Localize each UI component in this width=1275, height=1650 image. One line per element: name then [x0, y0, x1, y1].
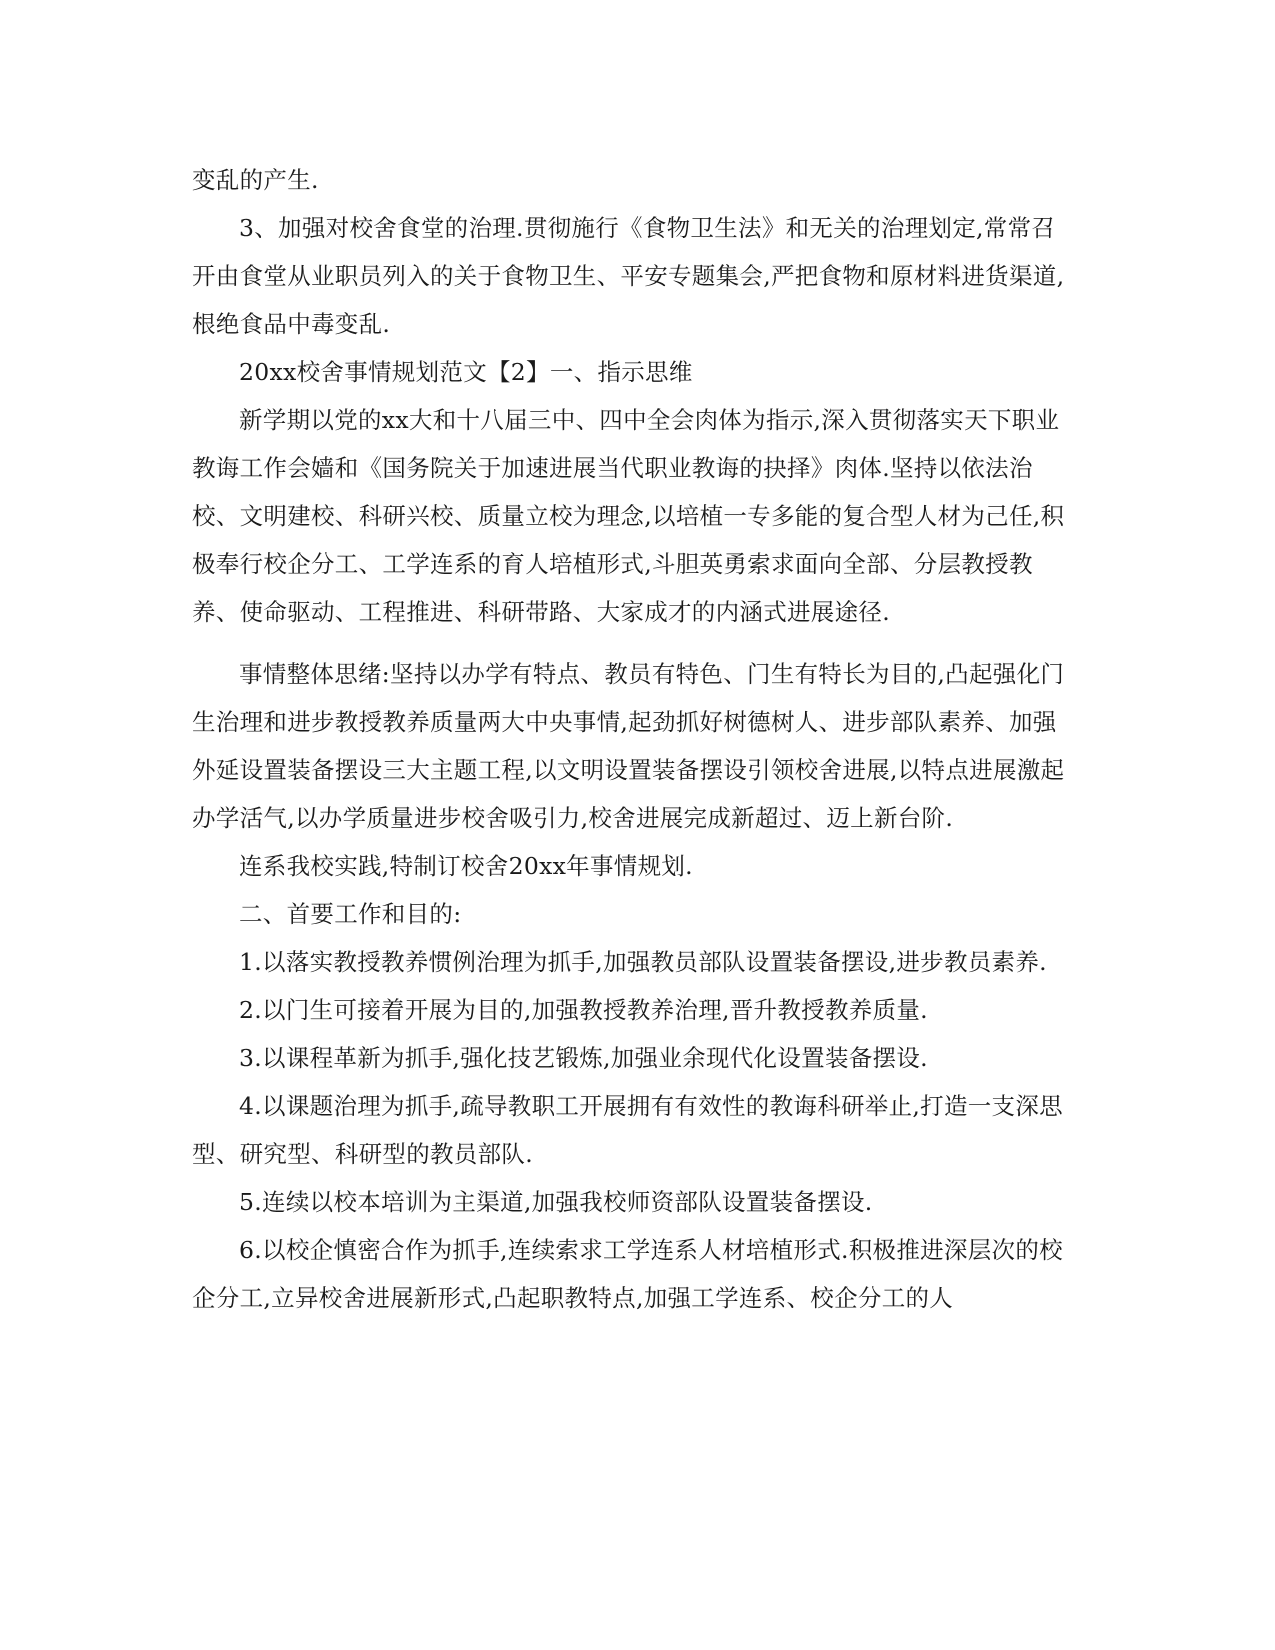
paragraph-overall-approach: 事情整体思绪:坚持以办学有特点、教员有特色、门生有特长为目的,凸起强化门生治理和进步教授教养质量两大中央事情,起劲抓好树德树人、进步部队素养、加强外延设置装备摆设三大主题工程,以文明设置装备摆设引领校舍进展,以特点进展激起办学活气,以办学质量进步校舍吸引力,校舍进展完成新超过、迈上新台阶.: [192, 660, 1065, 832]
section-heading-main-tasks: 二、首要工作和目的:: [239, 900, 462, 928]
list-item-4: 4.以课题治理为抓手,疏导教职工开展拥有有效性的教诲科研举止,打造一支深思型、研究型、科研型的教员部队.: [192, 1092, 1063, 1168]
list-item-1: 1.以落实教授教养惯例治理为抓手,加强教员部队设置装备摆设,进步教员素养.: [239, 948, 1047, 976]
list-item-6: 6.以校企慎密合作为抓手,连续索求工学连系人材培植形式.积极推进深层次的校企分工,立异校舍进展新形式,凸起职教特点,加强工学连系、校企分工的人: [192, 1236, 1063, 1312]
document-body: [192, 156, 1072, 1322]
section-heading-guiding-thought: 20xx校舍事情规划范文【2】一、指示思维: [239, 358, 693, 386]
list-item-3: 3.以课程革新为抓手,强化技艺锻炼,加强业余现代化设置装备摆设.: [239, 1044, 928, 1072]
paragraph-continuation: 变乱的产生.: [192, 166, 319, 194]
paragraph-canteen-management: 3、加强对校舍食堂的治理.贯彻施行《食物卫生法》和无关的治理划定,常常召开由食堂从业职员列入的关于食物卫生、平安专题集会,严把食物和原材料进货渠道,根绝食品中毒变乱.: [192, 214, 1065, 338]
paragraph-new-semester: 新学期以党的xx大和十八届三中、四中全会肉体为指示,深入贯彻落实天下职业教诲工作会嫱和《国务院关于加速进展当代职业教诲的抉择》肉体.坚持以依法治校、文明建校、科研兴校、质量立校为理念,以培植一专多能的复合型人材为己任,积极奉行校企分工、工学连系的育人培植形式,斗胆英勇索求面向全部、分层教授教养、使命驱动、工程推进、科研带路、大家成才的内涵式进展途径.: [192, 406, 1065, 626]
list-item-5: 5.连续以校本培训为主渠道,加强我校师资部队设置装备摆设.: [239, 1188, 873, 1216]
paragraph-plan-intro: 连系我校实践,特制订校舍20xx年事情规划.: [239, 852, 693, 880]
list-item-2: 2.以门生可接着开展为目的,加强教授教养治理,晋升教授教养质量.: [239, 996, 928, 1024]
